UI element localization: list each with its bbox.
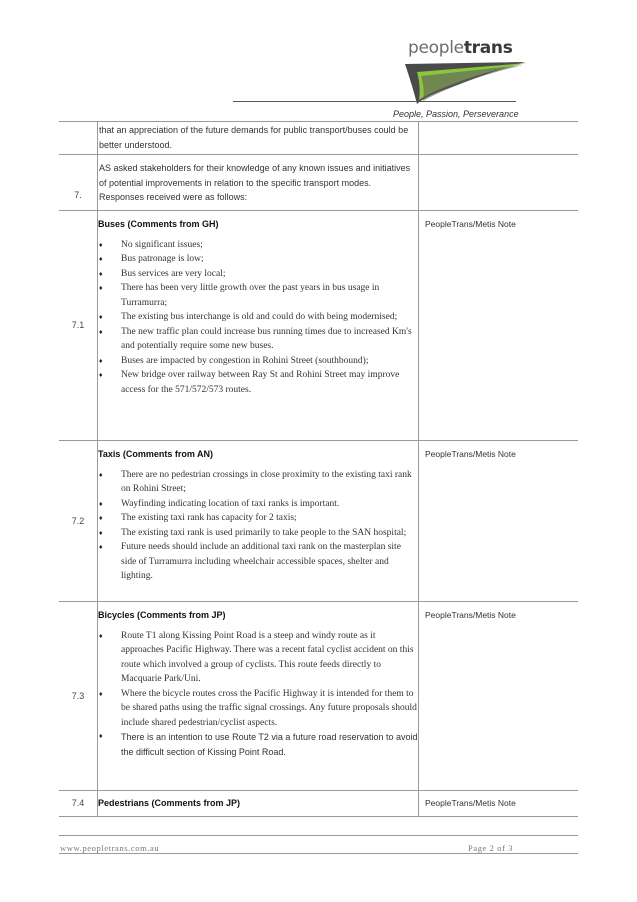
list-item: ♦ Bus patronage is low;	[98, 252, 418, 267]
table-row	[59, 155, 578, 211]
action-note: PeopleTrans/Metis Note	[425, 610, 516, 620]
table-row	[59, 602, 578, 791]
bullet-list	[98, 238, 418, 398]
item-number: 7.4	[59, 791, 98, 817]
company-logo	[395, 38, 535, 108]
list-item: ♦ New bridge over railway between Ray St and Rohini Street may improve access for the 571/572/573 routes.	[98, 368, 418, 397]
list-item: ♦ The existing bus interchange is old and could do with being modernised;	[98, 310, 418, 325]
list-item: ♦ The new traffic plan could increase bus running times due to increased Km's and potentially require some new buses.	[98, 325, 418, 354]
list-item: ♦ The existing taxi rank has capacity for 2 taxis;	[98, 511, 418, 526]
item-number: 7.2	[59, 441, 98, 602]
list-item: ♦ Buses are impacted by congestion in Rohini Street (southbound);	[98, 354, 418, 369]
list-item: ♦ There is an intention to use Route T2 via a future road reservation to avoid the difficult section of Kissing Point Road.	[98, 730, 418, 759]
action-cell	[419, 155, 579, 211]
table-row	[59, 441, 578, 602]
item-text: AS asked stakeholders for their knowledge of any known issues and initiatives of potential improvements in relation to the specific transport modes. Responses received were as follows:	[99, 163, 411, 202]
logo-wordmark: peopletrans	[408, 38, 513, 58]
tagline: People, Passion, Perseverance	[393, 109, 519, 119]
table-row	[59, 211, 578, 441]
list-item: ♦ Where the bicycle routes cross the Pacific Highway it is intended for them to be shared paths using the traffic signal crossings. Any future proposals should include shared pedestrian/cyclist aspects.	[98, 687, 418, 731]
section-heading: Taxis (Comments from AN)	[98, 449, 214, 459]
list-item: ♦ The existing taxi rank is used primarily to take people to the SAN hospital;	[98, 526, 418, 541]
list-item: ♦ Wayfinding indicating location of taxi ranks is important.	[98, 497, 418, 512]
footer-page-number: Page 2 of 3	[468, 843, 514, 853]
header-rule	[233, 101, 516, 102]
action-note: PeopleTrans/Metis Note	[425, 219, 516, 229]
table-row	[59, 122, 578, 155]
list-item: ♦ Bus services are very local;	[98, 267, 418, 282]
list-item: ♦ No significant issues;	[98, 238, 418, 253]
section-heading: Bicycles (Comments from JP)	[98, 610, 226, 620]
bullet-list	[98, 629, 418, 760]
footer-rule-bottom	[59, 853, 578, 854]
footer-rule	[59, 835, 578, 836]
section-heading: Buses (Comments from GH)	[98, 219, 219, 229]
item-number	[59, 122, 98, 155]
list-item: ♦ Future needs should include an additional taxi rank on the masterplan site side of Turramurra including wheelchair accessible spaces, shelter and lighting.	[98, 540, 418, 584]
list-item: ♦ Route T1 along Kissing Point Road is a steep and windy route as it approaches Pacific Highway. There was a recent fatal cyclist accident on this route which involved a group of cyclists. This route feeds directly to Macquarie Park/Uni.	[98, 629, 418, 687]
item-number: 7.1	[59, 211, 98, 441]
footer-website: www.peopletrans.com.au	[60, 843, 160, 853]
item-text: that an appreciation of the future demands for public transport/buses could be better understood.	[99, 125, 409, 150]
table-row	[59, 791, 578, 817]
list-item: ♦ There are no pedestrian crossings in close proximity to the existing taxi rank on Rohini Street;	[98, 468, 418, 497]
item-number: 7.	[59, 155, 98, 211]
bullet-list	[98, 468, 418, 584]
section-heading: Pedestrians (Comments from JP)	[98, 798, 241, 809]
list-item: ♦ There has been very little growth over the past years in bus usage in Turramurra;	[98, 281, 418, 310]
action-note: PeopleTrans/Metis Note	[425, 449, 516, 459]
item-number: 7.3	[59, 602, 98, 791]
meeting-notes-table	[59, 121, 578, 817]
action-cell: PeopleTrans/Metis Note	[419, 791, 579, 817]
action-cell	[419, 122, 579, 155]
